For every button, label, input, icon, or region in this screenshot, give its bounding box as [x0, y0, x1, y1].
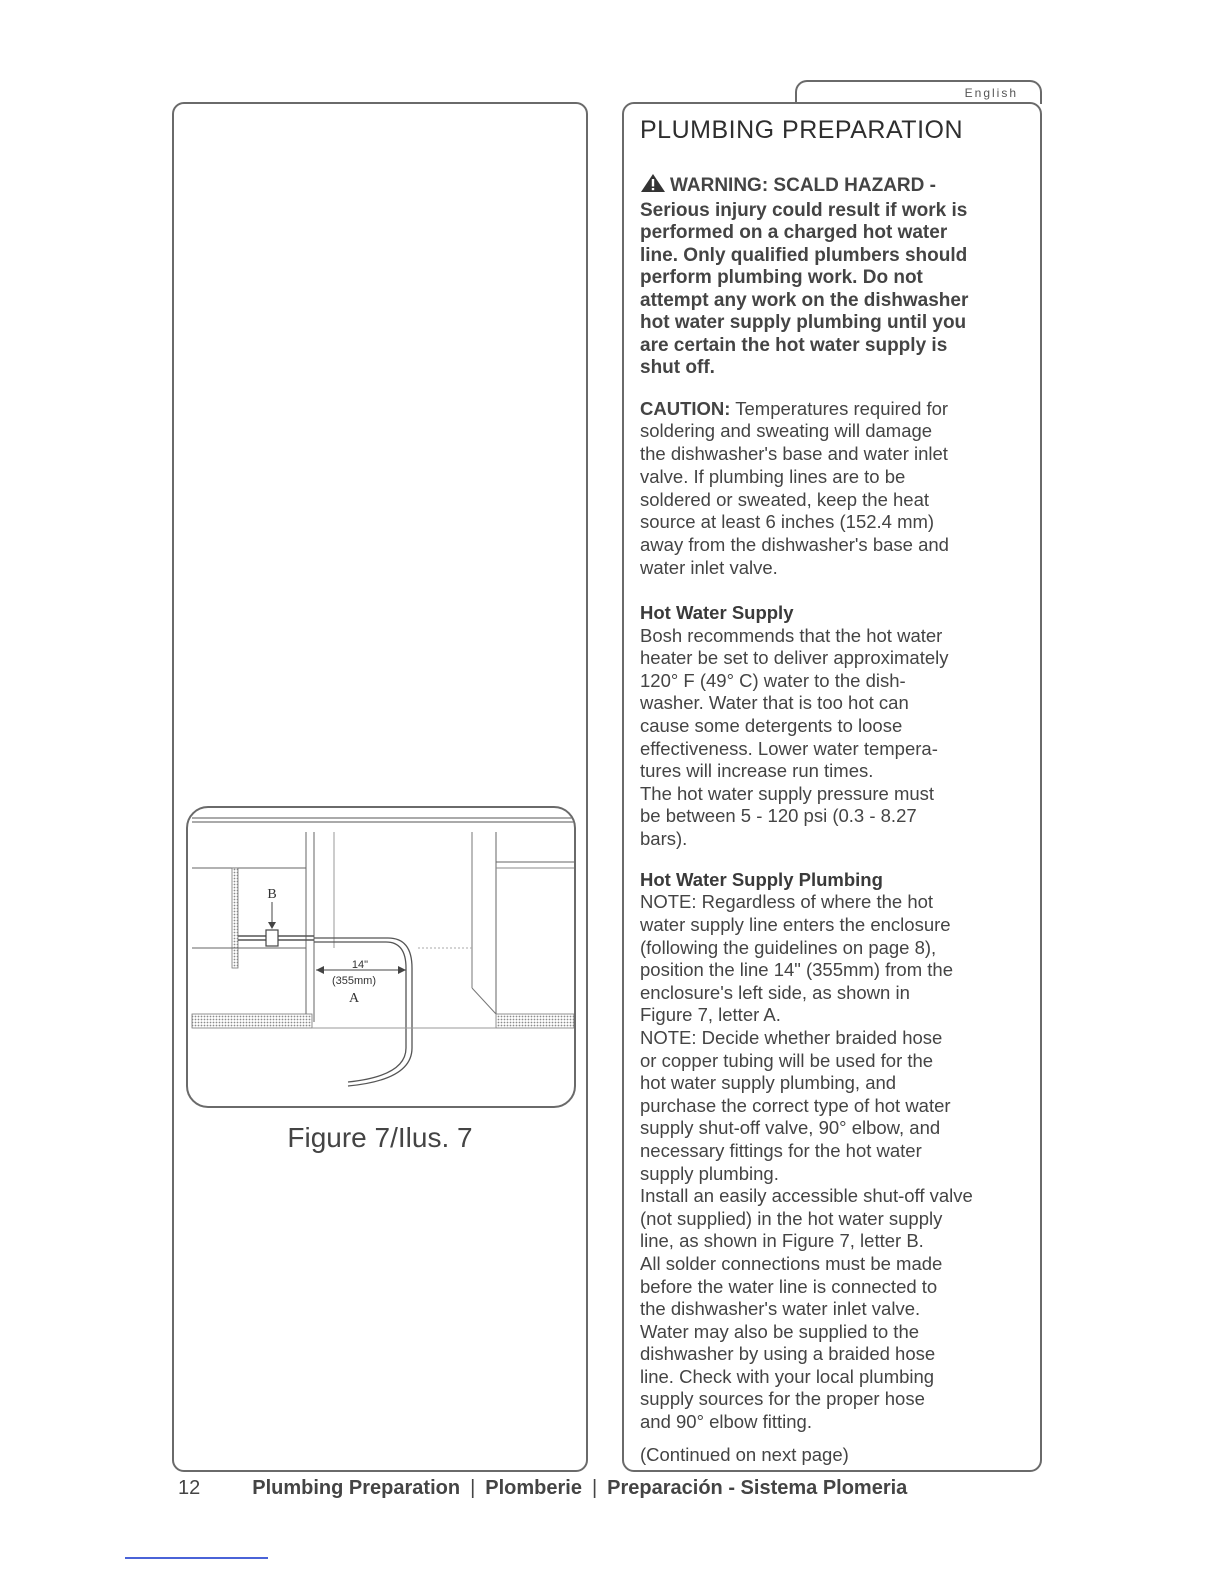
caution-line: water inlet valve.: [640, 557, 778, 579]
caution-line: soldered or sweated, keep the heat: [640, 488, 929, 510]
valve-arrow-icon: [268, 922, 276, 929]
paragraph-line: bars).: [640, 828, 688, 850]
paragraph-line: 120° F (49° C) water to the dish-: [640, 669, 906, 691]
warning-triangle-icon: [640, 173, 666, 200]
paragraph-line: Bosh recommends that the hot water: [640, 624, 943, 646]
figure-label-b: B: [267, 887, 277, 902]
warning-line: hot water supply plumbing until you: [640, 312, 967, 333]
dimension-mm: (355mm): [331, 975, 377, 987]
footer-separator: |: [470, 1477, 476, 1499]
dimension-inches: 14": [351, 959, 369, 971]
paragraph-line: NOTE: Decide whether braided hose: [640, 1026, 943, 1048]
footer-section-spanish: Preparación - Sistema Plomeria: [607, 1477, 908, 1499]
paragraph-line: line, as shown in Figure 7, letter B.: [640, 1230, 924, 1252]
right-panel: [622, 102, 1042, 1472]
paragraph-line: effectiveness. Lower water tempera-: [640, 737, 938, 759]
caution-line: valve. If plumbing lines are to be: [640, 465, 906, 487]
paragraph-line: All solder connections must be made: [640, 1252, 943, 1274]
footer-separator: |: [591, 1477, 598, 1499]
warning-line: attempt any work on the dishwasher: [640, 289, 969, 311]
figure-7-illustration: [186, 806, 576, 1108]
page-footer: [178, 1477, 907, 1500]
hot-water-supply-heading: Hot Water Supply: [640, 601, 794, 623]
paragraph-line: supply sources for the proper hose: [640, 1388, 925, 1410]
caution-line: source at least 6 inches (152.4 mm): [640, 511, 935, 533]
warning-line: performed on a charged hot water: [640, 222, 948, 243]
paragraph-line: be between 5 - 120 psi (0.3 - 8.27: [640, 805, 917, 827]
left-panel: [172, 102, 588, 1472]
paragraph-line: hot water supply plumbing, and: [640, 1072, 897, 1094]
paragraph-line: (following the guidelines on page 8),: [640, 936, 937, 958]
paragraph-line: position the line 14" (355mm) from the: [640, 959, 953, 981]
paragraph-line: purchase the correct type of hot water: [640, 1094, 951, 1116]
footer-section-english: Plumbing Preparation: [252, 1477, 461, 1499]
figure-caption: Figure 7/Ilus. 7: [287, 1122, 473, 1153]
warning-line: Serious injury could result if work is: [640, 199, 968, 221]
warning-heading: WARNING: SCALD HAZARD -: [670, 175, 936, 196]
paragraph-line: Install an easily accessible shut-off valve: [640, 1185, 973, 1207]
paragraph-line: tures will increase run times.: [640, 760, 874, 782]
caution-line: Temperatures required for: [730, 397, 949, 419]
caution-block: [640, 398, 1024, 580]
paragraph-line: the dishwasher's water inlet valve.: [640, 1298, 921, 1320]
paragraph-line: dishwasher by using a braided hose: [640, 1343, 936, 1365]
paragraph-line: supply shut-off valve, 90° elbow, and: [640, 1117, 941, 1139]
paragraph-line: Figure 7, letter A.: [640, 1004, 781, 1026]
language-tab: English: [795, 80, 1042, 104]
dimension-arrow-left-icon: [316, 966, 324, 974]
warning-line: shut off.: [640, 357, 715, 378]
caution-line: the dishwasher's base and water inlet: [640, 443, 948, 465]
paragraph-line: The hot water supply pressure must: [640, 782, 935, 804]
caution-label: CAUTION:: [640, 397, 731, 419]
paragraph-line: Water may also be supplied to the: [640, 1320, 920, 1342]
page-title: PLUMBING PREPARATION: [640, 116, 964, 144]
footer-section-french: Plomberie: [485, 1477, 582, 1499]
paragraph-line: and 90° elbow fitting.: [640, 1411, 812, 1433]
paragraph-line: washer. Water that is too hot can: [640, 692, 909, 714]
hot-water-supply-text: [640, 625, 1024, 851]
warning-line: perform plumbing work. Do not: [640, 267, 923, 288]
paragraph-line: (not supplied) in the hot water supply: [640, 1207, 943, 1229]
blue-underline-mark: [125, 1557, 268, 1559]
page-number: 12: [178, 1477, 201, 1499]
warning-line: are certain the hot water supply is: [640, 334, 948, 356]
warning-line: line. Only qualified plumbers should: [640, 244, 968, 266]
caution-line: away from the dishwasher's base and: [640, 534, 949, 556]
paragraph-line: before the water line is connected to: [640, 1275, 938, 1297]
paragraph-line: or copper tubing will be used for the: [640, 1049, 934, 1071]
paragraph-line: supply plumbing.: [640, 1162, 779, 1184]
paragraph-line: enclosure's left side, as shown in: [640, 981, 910, 1003]
paragraph-line: line. Check with your local plumbing: [640, 1365, 935, 1387]
hot-water-plumbing-heading: Hot Water Supply Plumbing: [640, 868, 883, 890]
paragraph-line: cause some detergents to loose: [640, 715, 903, 737]
figure-label-a: A: [348, 991, 360, 1006]
continued-note: (Continued on next page): [640, 1443, 849, 1465]
warning-block: [640, 173, 1024, 380]
paragraph-line: necessary fittings for the hot water: [640, 1139, 922, 1161]
dimension-arrow-right-icon: [398, 966, 406, 974]
hot-water-plumbing-text: [640, 891, 1024, 1433]
plumbing-diagram: [188, 808, 574, 1106]
paragraph-line: water supply line enters the enclosure: [640, 914, 951, 935]
caution-line: soldering and sweating will damage: [640, 420, 933, 442]
paragraph-line: heater be set to deliver approximately: [640, 647, 949, 669]
paragraph-line: NOTE: Regardless of where the hot: [640, 891, 934, 913]
